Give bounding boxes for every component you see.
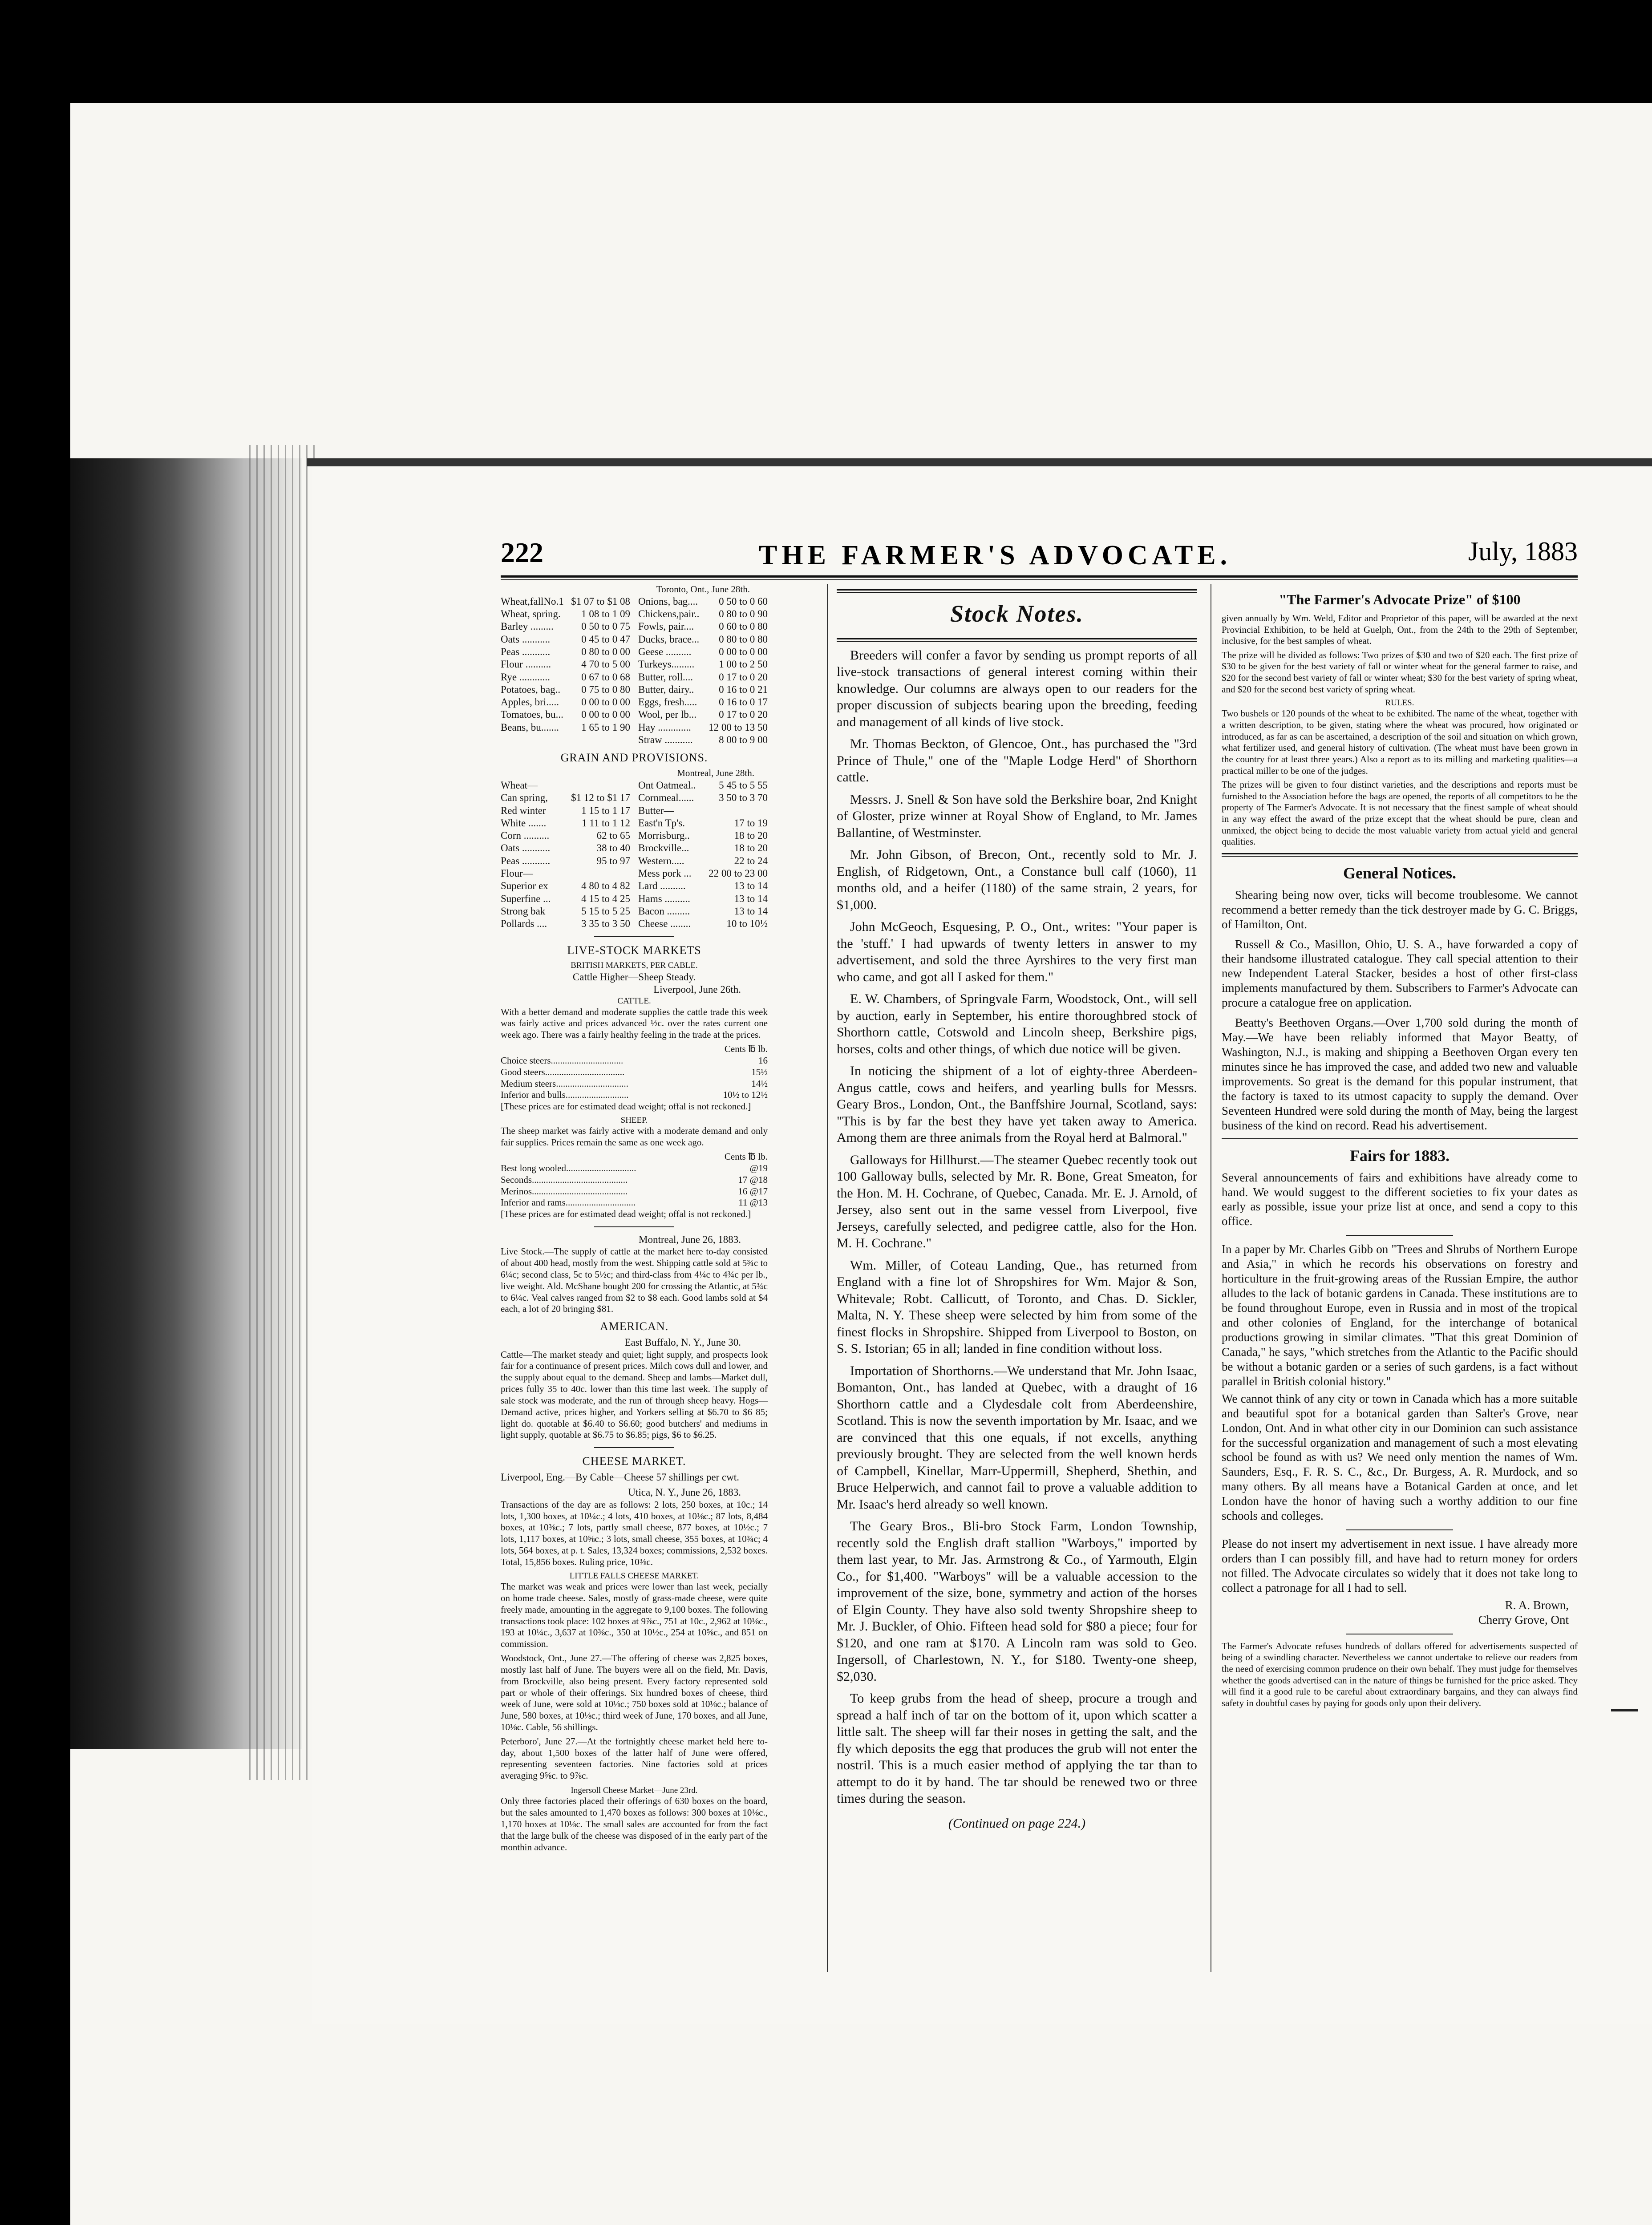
- price-row-label: Western.....: [638, 855, 684, 866]
- price-row-value: 0 45 to 0 47: [581, 633, 630, 645]
- price-row-label: Tomatoes, bu...: [501, 709, 563, 720]
- stock-note-paragraph: Mr. John Gibson, of Brecon, Ont., recently sold to Mr. J. English, of Ridgetown, Ont., a Constance bull calf (1060), 11 months old, and a heifer (1180) of the same strain, 2 years, for $1,000.: [837, 847, 1197, 912]
- price-row-value: 4 15 to 4 25: [581, 893, 630, 904]
- brown-signature-name: R. A. Brown,: [1505, 1598, 1569, 1612]
- price-row-value: $1 07 to $1 08: [571, 595, 630, 607]
- sheep-price-row-label: Seconds.........................................: [501, 1174, 628, 1185]
- cattle-price-row-value: 14½: [751, 1078, 768, 1089]
- price-row-label: Chickens,pair..: [638, 608, 700, 620]
- price-row: [501, 817, 630, 829]
- cattle-price-row-label: Medium steers...............................: [501, 1078, 628, 1089]
- price-row-value: 0 60 to 0 80: [719, 621, 768, 632]
- cattle-higher-line: Cattle Higher—Sheep Steady.: [572, 971, 696, 983]
- utica-text: Transactions of the day are as follows: 2 lots, 250 boxes, at 10c.; 14 lots, 1,300 boxes, at 10¼c.; 4 lots, 410 boxes, at 10⅛c.; 87 lots, 8,484 boxes, at 10⅜c.; 7 lots, partly small cheese, 877 boxes, at 10½c.; 7 lots, 1,117 boxes, at 10⅝c.; 3 lots, small cheese, 355 boxes, at 10¾c; 4 lots, 564 boxes, at p. t. Sales, 13,324 boxes; commissions, 2,532 boxes. Total, 15,856 boxes. Ruling price, 10⅜c.: [501, 1499, 768, 1567]
- price-row: [501, 620, 630, 633]
- price-row: [501, 608, 630, 620]
- price-row: [638, 696, 768, 708]
- price-row-label: Turkeys.........: [638, 659, 695, 670]
- cattle-price-row-value: 10½ to 12½: [723, 1089, 768, 1100]
- price-row: [501, 646, 630, 658]
- price-row: [638, 817, 768, 829]
- price-row-label: Corn ..........: [501, 830, 550, 841]
- price-row-value: 0 17 to 0 20: [719, 709, 768, 720]
- ingersoll-text: Only three factories placed their offerings of 630 boxes on the board, but the sales amounted to 1,470 boxes as follows: 300 boxes at 10⅛c., 1,170 boxes at 10⅛c. The small sales are accounted for from the fact that the large bulk of the cheese was disposed of in the early part of the monthin advance.: [501, 1796, 768, 1853]
- price-row: [638, 721, 768, 734]
- price-row-value: 0 17 to 0 20: [719, 671, 768, 683]
- price-row: [638, 646, 768, 658]
- price-row-label: Cornmeal......: [638, 792, 694, 804]
- price-row-label: Rye ............: [501, 671, 550, 683]
- price-row: [501, 671, 630, 684]
- price-row-label: Brockville...: [638, 842, 689, 854]
- price-row: [501, 905, 630, 918]
- prize-heading: "The Farmer's Advocate Prize" of $100: [1279, 591, 1521, 607]
- price-row-value: 1 65 to 1 90: [581, 721, 630, 733]
- price-row-label: Strong bak: [501, 905, 546, 917]
- stock-note-paragraph: The Geary Bros., Bli-bro Stock Farm, London Township, recently sold the English draft stallion "Warboys," imported by them last year, to Mr. Jas. Armstrong & Co., of Yarmouth, Elgin Co., for $1,400. "Warboys" will be a valuable accession to the improvement of the size, bone, symmetry and action of the horses of Elgin County. They have also sold twenty Shropshire sheep to Mr. J. Buckler, of Ohio. Fifteen head sold for $80 a piece; four for $120, and one ram at $170. A Lincoln ram was sold to Geo. Ingersoll, of Charlestown, N. Y., for $180. Twenty-one sheep, $2,030.: [837, 1519, 1197, 1684]
- price-row-label: Barley .........: [501, 621, 554, 632]
- price-row: [638, 633, 768, 646]
- cattle-price-row-label: Choice steers...............................: [501, 1055, 624, 1066]
- price-row-label: Peas ...........: [501, 646, 551, 657]
- price-row-label: Wheat, spring.: [501, 608, 561, 620]
- price-row-label: Wool, per lb...: [638, 709, 697, 720]
- price-row-value: 5 45 to 5 55: [719, 780, 768, 791]
- price-row-label: Peas ...........: [501, 855, 551, 866]
- grain-prices-right: [638, 779, 768, 930]
- price-row: [501, 658, 630, 671]
- issue-date: July, 1883: [1468, 537, 1578, 566]
- montreal-dateline: Montreal, June 28th.: [677, 768, 754, 779]
- price-row: [638, 608, 768, 620]
- little-falls-subhead: LITTLE FALLS CHEESE MARKET.: [569, 1571, 699, 1581]
- buffalo-dateline: East Buffalo, N. Y., June 30.: [624, 1337, 741, 1348]
- sheep-price-row-value: 11 @13: [738, 1197, 768, 1208]
- price-row: [638, 855, 768, 867]
- price-row-value: 0 80 to 0 80: [719, 633, 768, 645]
- section-rule: [1346, 1529, 1453, 1530]
- price-row: [501, 918, 630, 930]
- cheese-liverpool: Liverpool, Eng.—By Cable—Cheese 57 shillings per cwt.: [501, 1472, 739, 1483]
- header-rule-thin: [501, 579, 1578, 580]
- toronto-prices-right: [638, 595, 768, 746]
- price-row: [501, 684, 630, 696]
- price-row-label: Superior ex: [501, 880, 548, 892]
- price-row: [501, 829, 630, 842]
- brown-letter: Please do not insert my advertisement in next issue. I have already more orders than I can possibly fill, and have had to return money for orders not filled. The Advocate circulates so widely that it does not take long to collect a patronage for all I had to sell.: [1222, 1537, 1578, 1594]
- stock-note-paragraph: Breeders will confer a favor by sending us prompt reports of all live-stock transactions of general interest coming within their knowledge. Our columns are always open to our readers for the proper discussion of subjects bearing upon the breeding, feeding and management of all kinds of live stock.: [837, 647, 1197, 729]
- price-row-value: 17 to 19: [734, 817, 768, 829]
- stock-note-paragraph: Galloways for Hillhurst.—The steamer Quebec recently took out 100 Galloway bulls, selected by Mr. R. Bone, Great Smeaton, for the Hon. M. H. Cochrane, of Quebec, Canada. Mr. E. J. Arnold, of Jersey, also sent out in the same vessel from Liverpool, five Jerseys, carefully selected, and pedigree cattle, also for the Hon. M. H. Cochrane.": [837, 1152, 1197, 1250]
- continued-note: (Continued on page 224.): [948, 1816, 1086, 1831]
- price-row-label: Apples, bri.....: [501, 696, 559, 708]
- cattle-price-row-value: 16: [758, 1055, 768, 1066]
- price-row-value: 0 50 to 0 60: [719, 595, 768, 607]
- price-row-label: Oats ...........: [501, 633, 551, 645]
- toronto-prices-left: [501, 595, 630, 746]
- price-row-label: Butter—: [638, 805, 674, 816]
- price-row: [638, 595, 768, 608]
- price-row: [638, 792, 768, 804]
- price-row-label: Bacon .........: [638, 905, 690, 917]
- price-row-value: 0 75 to 0 80: [581, 684, 630, 695]
- price-row: [638, 905, 768, 918]
- price-row-value: [558, 779, 630, 792]
- price-row-label: Flour ..........: [501, 659, 551, 670]
- stock-note-paragraph: John McGeoch, Esquesing, P. O., Ont., writes: "Your paper is the 'stuff.' I had upwards of twenty letters in answer to my advertisement, and sold the three Ayrshires to the very first man who came, and got all I asked for them.": [837, 919, 1197, 984]
- price-row: [501, 633, 630, 646]
- price-row-value: 1 11 to 1 12: [581, 817, 630, 829]
- grain-heading: GRAIN AND PROVISIONS.: [560, 751, 708, 765]
- section-rule: [1222, 1138, 1578, 1139]
- price-row: [501, 805, 630, 817]
- stock-note-paragraph: Importation of Shorthorns.—We understand that Mr. John Isaac, Bomanton, Ont., has landed at Quebec, with a draught of 16 Shorthorn cattle and a Clydesdale colt from Aberdeenshire, Scotland. This is now the seventh importation by Mr. Isaac, and we are convinced that this one equals, if not excells, anything previously brought. They are selected from the well known herds of Campbell, Kinellar, Marr-Uppermill, Shepherd, Shethin, and Bruce Helperwich, and cannot fail to prove a valuable addition to Mr. Isaac's herd already so well known.: [837, 1363, 1197, 1512]
- double-rule: [837, 589, 1197, 593]
- montreal-livestock-text: Live Stock.—The supply of cattle at the market here to-day consisted of about 400 head, mostly from the west. Shipping cattle sold at 5¾c to 6¼c; second class, 5c to 5½c; and third-class from 4¼c to 4¾c per lb., live weight. Ald. McShane bought 200 for crossing the Atlantic, at 5¾c to 6¼c. Veal calves ranged from $2 to $8 each. Good lambs sold at $4 each, a lot of 20 bringing $81.: [501, 1246, 768, 1315]
- notices-column: [1222, 584, 1578, 1711]
- price-row-value: 0 80 to 0 00: [581, 646, 630, 657]
- price-row-label: Wheat,fallNo.1: [501, 595, 564, 607]
- price-row-label: Potatoes, bag..: [501, 684, 561, 695]
- prize-text-2: The prize will be divided as follows: Two prizes of $30 and two of $20 each. The first prize of $30 to be given for the best variety of fall or winter wheat for the general farmer to raise, and $20 for the second best variety of fall or winter wheat; $30 for the best variety of spring wheat, and $20 for the second best variety of spring wheat.: [1222, 649, 1578, 695]
- gibb-text-2: We cannot think of any city or town in Canada which has a more suitable and beautiful spot for a botanical garden than Salter's Grove, near London, Ont. And in what other city in our Dominion can such assistance for the successful organization and management of such a most elevating school be found as with us? We need only mention the names of Wm. Saunders, Esq., F. R. S. C., &c., Dr. Burgess, A. R. Murdock, and so many others. By all means have a Botanical Garden at once, and let London have the honor of having such a worthy addition to our fine schools and colleges.: [1222, 1392, 1578, 1523]
- price-row-value: 12 00 to 13 50: [709, 721, 768, 733]
- price-row-label: Butter, roll....: [638, 671, 693, 683]
- price-row-value: 13 to 14: [734, 893, 768, 904]
- general-notice-paragraph: Russell & Co., Masillon, Ohio, U. S. A., have forwarded a copy of their handsome illustrated catalogue. They call special attention to their new Independent Lateral Stacker, besides a host of other first-class implements manufactured by them. Subscribers to Farmer's Advocate can procure a catalogue free on application.: [1222, 937, 1578, 1010]
- stock-note-paragraph: E. W. Chambers, of Springvale Farm, Woodstock, Ont., will sell by auction, early in September, his entire thoroughbred stock of Shorthorn cattle, Cotswold and Lincoln sheep, Berkshire pigs, horses, colts and other things, of which due notice will be given.: [837, 991, 1197, 1056]
- price-row-value: 62 to 65: [596, 830, 630, 841]
- price-row-value: 3 50 to 3 70: [719, 792, 768, 804]
- price-row: [638, 893, 768, 905]
- page-top-edge: [307, 458, 1652, 466]
- price-row-value: 0 67 to 0 68: [581, 671, 630, 683]
- sheep-price-row: [501, 1197, 768, 1209]
- price-row-value: 0 16 to 0 21: [719, 684, 768, 695]
- cattle-price-row-label: Inferior and bulls...........................: [501, 1089, 629, 1100]
- rules-text-2: The prizes will be given to four distinct varieties, and the descriptions and reports must be furnished to the Association before the bags are opened, the reports of all competitors to be the property of The Farmer's Advocate. It is not necessary that the finest sample of wheat should in any way effect the award of the prize except that the wheat should be pure, clean and unmixed, the object being to decide the most valuable variety from actual yield and general qualities.: [1222, 779, 1578, 847]
- general-notices-heading: General Notices.: [1343, 864, 1456, 882]
- price-row: [638, 829, 768, 842]
- stock-note-paragraph: To keep grubs from the head of sheep, procure a trough and spread a half inch of tar on the bottom of it, upon which scatter a little salt. The sheep will far their noses in getting the salt, and the fly which deposits the egg that produces the grub will not enter the nostril. This is a much easier method of applying the tar than to attempt to do it by hand. The tar should be renewed two or three times during the season.: [837, 1691, 1197, 1806]
- woodstock-text: Woodstock, Ont., June 27.—The offering of cheese was 2,825 boxes, mostly last half of June. The buyers were all on the field, Mr. Davis, from Brockville, also being present. Every factory represented sold part or whole of their offerings. Six hundred boxes of cheese, third week of June, were sold at 10⅛c.; 750 boxes sold at 10⅛c.; balance of June, 580 boxes, at 10⅛c.; third week of June, 170 boxes, and all June, 10⅛c. Cable, 56 shillings.: [501, 1653, 768, 1732]
- price-row-label: Red winter: [501, 805, 546, 816]
- stock-notes-title: Stock Notes.: [950, 600, 1084, 627]
- double-rule: [837, 638, 1197, 642]
- price-row-label: Morrisburg..: [638, 830, 690, 841]
- price-row-label: White .......: [501, 817, 547, 829]
- fairs-heading: Fairs for 1883.: [1349, 1146, 1450, 1165]
- american-heading: AMERICAN.: [599, 1320, 669, 1333]
- price-row: [638, 880, 768, 892]
- montreal-dateline-2: Montreal, June 26, 1883.: [639, 1234, 741, 1246]
- ingersoll-subhead: Ingersoll Cheese Market—June 23rd.: [571, 1786, 698, 1796]
- price-row-value: 5 15 to 5 25: [581, 905, 630, 917]
- price-row: [638, 734, 768, 746]
- cattle-note: [These prices are for estimated dead weight; offal is not reckoned.]: [501, 1101, 751, 1112]
- price-row-label: Wheat—: [501, 780, 538, 791]
- brown-signature-place: Cherry Grove, Ont: [1478, 1613, 1569, 1626]
- price-row-value: 22 to 24: [734, 855, 768, 866]
- price-row-value: 0 16 to 0 17: [719, 696, 768, 708]
- cattle-price-row: [501, 1089, 768, 1101]
- grain-price-table: [501, 779, 768, 930]
- price-row-value: $1 12 to $1 17: [571, 792, 630, 804]
- price-row-value: 1 08 to 1 09: [581, 608, 630, 620]
- price-row-value: 3 35 to 3 50: [581, 918, 630, 930]
- price-row-label: Eggs, fresh.....: [638, 696, 697, 708]
- price-row-value: [695, 805, 768, 817]
- sheep-price-row-label: Inferior and rams..............................: [501, 1197, 636, 1208]
- buffalo-text: Cattle—The market steady and quiet; light supply, and prospects look fair for a continuance of present prices. Milch cows dull and lower, and the supply about equal to the demand. Sheep and lambs—Market dull, prices fully 35 to 40c. lower than this time last week. The supply of sale stock was moderate, and the run of through sheep heavy. Hogs—Demand active, prices higher, and Yorkers selling at $6.70 to $6 85; light do. quotable at $6.40 to $6.60; good butchers' and mediums in light supply, quotable at $6.75 to $6.85; pigs, $6 to $6.25.: [501, 1349, 768, 1440]
- section-rule: [1346, 1235, 1453, 1236]
- sheep-price-row-label: Merinos.........................................: [501, 1185, 628, 1197]
- column-divider: [827, 584, 828, 1972]
- price-row: [501, 880, 630, 892]
- price-row: [638, 779, 768, 792]
- price-row-label: Superfine ...: [501, 893, 551, 904]
- price-row: [638, 708, 768, 721]
- cattle-subhead: CATTLE.: [617, 996, 651, 1006]
- sheep-price-row: [501, 1174, 768, 1186]
- price-row-value: 1 15 to 1 17: [581, 805, 630, 816]
- price-row-label: Hams ..........: [638, 893, 690, 904]
- price-row-value: 13 to 14: [734, 905, 768, 917]
- price-row-label: Hay .............: [638, 721, 691, 733]
- stock-notes-column: [837, 584, 1197, 1832]
- stock-note-paragraph: Wm. Miller, of Coteau Landing, Que., has returned from England with a fine lot of Shropshires for Wm. Major & Son, Whitevale; Robt. Callicutt, of Toronto, and Chas. D. Sickler, Malta, N. Y. These sheep were selected by him from some of the finest flocks in Shropshire. Shipped from Liverpool to Boston, on S. S. Istorian; 65 in all; landed in fine condition without loss.: [837, 1258, 1197, 1356]
- price-row: [501, 595, 630, 608]
- newspaper-title: THE FARMER'S ADVOCATE.: [759, 540, 1232, 570]
- sheep-price-list: [501, 1163, 768, 1209]
- sheep-price-row-value: @19: [749, 1162, 768, 1173]
- price-row: [638, 671, 768, 684]
- peterboro-text: Peterboro', June 27.—At the fortnightly cheese market held here to-day, about 1,500 boxes of the latter half of June were offered, representing seventeen factories. Nine factories sold at prices averaging 9⅝c. to 9⅞c.: [501, 1736, 768, 1781]
- price-row: [638, 867, 768, 880]
- sheep-price-row: [501, 1163, 768, 1174]
- stock-note-paragraph: In noticing the shipment of a lot of eighty-three Aberdeen-Angus cattle, cows and heifers, and yearling bulls for Messrs. Geary Bros., London, Ont., the Banffshire Journal, Scotland, says: "This is by far the best they have yet taken away to America. Among them are three animals from the Royal herd at Balmoral.": [837, 1064, 1197, 1145]
- price-row: [501, 708, 630, 721]
- header-rule: [501, 575, 1578, 578]
- double-rule: [1222, 853, 1578, 857]
- price-row-value: 0 00 to 0 00: [581, 696, 630, 708]
- price-row-value: 8 00 to 9 00: [719, 734, 768, 745]
- price-row: [638, 658, 768, 671]
- page-stack-edges: [249, 445, 320, 1780]
- price-row-label: Beans, bu.......: [501, 721, 559, 733]
- stock-note-paragraph: Mr. Thomas Beckton, of Glencoe, Ont., has purchased the "3rd Prince of Thule," one of the "Maple Lodge Herd" of Shorthorn cattle.: [837, 736, 1197, 785]
- gibb-text: In a paper by Mr. Charles Gibb on "Trees and Shrubs of Northern Europe and Asia," in which he records his observations on forestry and horticulture in the fruit-growing areas of the Russian Empire, the author alludes to the lack of botanic gardens in Canada. These institutions are to be found throughout Europe, even in Russia and in most of the tropical and other colonies of England, for the interchange of botanical productions growing in similar climates. "That this great Dominion of Canada," he says, "which stretches from the Atlantic to the Pacific should be without a botanic garden or a series of such gardens, is a fact without parallel in British colonial history.": [1222, 1242, 1578, 1388]
- price-row-value: 18 to 20: [734, 842, 768, 854]
- price-row: [501, 721, 630, 734]
- price-row: [638, 918, 768, 930]
- price-row-value: 0 00 to 0 00: [581, 709, 630, 720]
- sheep-text: The sheep market was fairly active with a moderate demand and only fair supplies. Prices remain the same as one week ago.: [501, 1125, 768, 1148]
- grain-prices-left: [501, 779, 630, 930]
- price-row-value: 0 00 to 0 00: [719, 646, 768, 657]
- price-row-label: Straw ...........: [638, 734, 693, 745]
- price-row-label: Can spring,: [501, 792, 548, 804]
- price-row: [501, 779, 630, 792]
- rules-text: Two bushels or 120 pounds of the wheat to be exhibited. The name of the wheat, together with a written description, to be given, stating where the wheat was procured, how originated or introduced, as far as can be ascertained, a description of the soil and situation on which grown, what fertilizer used, and general history of cultivation. (The wheat must have been grown in the country for at least three years.) Also a report as to its milling and marketing qualities—a practical miller to be one of the judges.: [1222, 708, 1578, 776]
- price-row: [638, 684, 768, 696]
- general-notice-paragraph: Beatty's Beethoven Organs.—Over 1,700 sold during the month of May.—We have been reliably informed that Mayor Beatty, of Washington, N.J., is making and shipping a Beethoven Organ every ten minutes since he has improved the case, and added two new and valuable improvements. So great is the demand for this popular instrument, that the factory is taxed to its utmost capacity to supply the demand. Over Seventeen Hundred were sold during the month of May, being the largest business of the kind on record. Read his advertisement.: [1222, 1016, 1578, 1132]
- toronto-dateline: Toronto, Ont., June 28th.: [656, 584, 750, 595]
- price-row-label: Onions, bag....: [638, 595, 698, 607]
- price-row-label: Fowls, pair....: [638, 621, 694, 632]
- price-row: [501, 867, 630, 880]
- cattle-price-row-value: 15½: [751, 1066, 768, 1077]
- cents-per-lb: Cents ℔ lb.: [724, 1151, 768, 1162]
- page-header: [501, 536, 1578, 576]
- price-row-value: 38 to 40: [596, 842, 630, 854]
- little-falls-text: The market was weak and prices were lower than last week, pecially on home trade cheese. Sales, mostly of grass-made cheese, were quite freely made, amounting in the aggregate to 9,100 boxes. The following transactions took place: 102 boxes at 9⅞c., 751 at 10c., 2,962 at 10⅛c., 193 at 10¼c., 3,637 at 10⅜c., 350 at 10½c., 254 at 10⅝c., and 851 on commission.: [501, 1581, 768, 1650]
- cattle-price-row: [501, 1055, 768, 1067]
- price-row-label: Flour—: [501, 867, 533, 879]
- cheese-heading: CHEESE MARKET.: [582, 1455, 686, 1468]
- section-rule: [594, 936, 674, 937]
- price-row-value: 4 80 to 4 82: [581, 880, 630, 892]
- price-row: [638, 620, 768, 633]
- price-row: [501, 842, 630, 854]
- price-row: [501, 893, 630, 905]
- sheep-note: [These prices are for estimated dead weight; offal is not reckoned.]: [501, 1209, 751, 1220]
- price-row: [638, 842, 768, 854]
- price-row-label: Oats ...........: [501, 842, 551, 854]
- scan-mark: [1611, 1709, 1638, 1711]
- price-row: [501, 792, 630, 804]
- sheep-price-row: [501, 1186, 768, 1197]
- stock-notes-paragraphs: [837, 647, 1197, 1807]
- fairs-text: Several announcements of fairs and exhibitions have already come to hand. We would suggest to the different societies to fix your dates as early as possible, issue your prize list at once, and send a copy to this office.: [1222, 1170, 1578, 1228]
- british-markets-subhead: BRITISH MARKETS, PER CABLE.: [571, 961, 698, 971]
- price-row-label: Mess pork ...: [638, 867, 692, 879]
- price-row-value: 95 to 97: [596, 855, 630, 866]
- price-row-value: 0 80 to 0 90: [719, 608, 768, 620]
- toronto-price-table: [501, 595, 768, 746]
- cattle-price-row: [501, 1078, 768, 1090]
- sheep-price-row-value: 17 @18: [738, 1174, 768, 1185]
- price-row-label: Ont Oatmeal..: [638, 780, 696, 791]
- page-number: 222: [501, 537, 543, 568]
- price-row-value: 10 to 10½: [726, 918, 768, 930]
- sheep-price-row-label: Best long wooled..............................: [501, 1162, 636, 1173]
- cents-per-lb: Cents ℔ lb.: [724, 1044, 768, 1055]
- livestock-heading: LIVE-STOCK MARKETS: [567, 944, 701, 957]
- price-row-value: [558, 867, 630, 880]
- prize-text: given annually by Wm. Weld, Editor and Proprietor of this paper, will be awarded at the next Provincial Exhibition, to be held at Guelph, Ont., from the 24th to the 29th of September, inclusive, for the best samples of wheat.: [1222, 613, 1578, 647]
- price-row-value: 13 to 14: [734, 880, 768, 892]
- price-row-label: Cheese ........: [638, 918, 691, 930]
- cattle-text: With a better demand and moderate supplies the cattle trade this week was fairly active and prices advanced ½c. over the rates current one week ago. There was a fairly healthy feeling in the trade at the prices.: [501, 1006, 768, 1040]
- price-row: [501, 855, 630, 867]
- stock-note-paragraph: Messrs. J. Snell & Son have sold the Berkshire boar, 2nd Knight of Gloster, prize winner at Royal Show of England, to Mr. James Ballantine, of Westminster.: [837, 792, 1197, 840]
- cattle-price-row: [501, 1067, 768, 1078]
- section-rule: [594, 1226, 674, 1227]
- price-row-label: East'n Tp's.: [638, 817, 685, 829]
- general-notices-paragraphs: [1222, 888, 1578, 1133]
- markets-column: [501, 584, 768, 1856]
- sheep-subhead: SHEEP.: [620, 1116, 648, 1125]
- price-row-label: Butter, dairy..: [638, 684, 694, 695]
- utica-dateline: Utica, N. Y., June 26, 1883.: [628, 1487, 741, 1498]
- advocate-disclaimer: The Farmer's Advocate refuses hundreds of dollars offered for advertisements suspected of being of a swindling character. Nevertheless we cannot undertake to relieve our readers from the need of exercising common prudence on their own behalf. They must judge for themselves whether the goods advertised can in the nature of things be furnished for the price asked. They will find it a good rule to be careful about extraordinary bargains, and they can always find safety in doubtful cases by paying for goods only upon their delivery.: [1222, 1640, 1578, 1708]
- price-row-label: Lard ..........: [638, 880, 686, 892]
- price-row-label: Ducks, brace...: [638, 633, 700, 645]
- price-row-value: 4 70 to 5 00: [581, 659, 630, 670]
- cattle-price-list: [501, 1055, 768, 1101]
- price-row-value: 1 00 to 2 50: [719, 659, 768, 670]
- sheep-price-row-value: 16 @17: [738, 1185, 768, 1197]
- general-notice-paragraph: Shearing being now over, ticks will become troublesome. We cannot recommend a better remedy than the tick destroyer made by G. C. Briggs, of Hamilton, Ont.: [1222, 888, 1578, 931]
- price-row-label: Pollards ....: [501, 918, 547, 930]
- price-row-value: 18 to 20: [734, 830, 768, 841]
- price-row-value: 0 50 to 0 75: [581, 621, 630, 632]
- rules-subhead: RULES.: [1385, 698, 1414, 708]
- price-row-value: 22 00 to 23 00: [709, 867, 768, 879]
- price-row: [638, 805, 768, 817]
- price-row-label: Geese ..........: [638, 646, 692, 657]
- cattle-price-row-label: Good steers..................................: [501, 1066, 625, 1077]
- liverpool-dateline: Liverpool, June 26th.: [653, 983, 741, 995]
- price-row: [501, 696, 630, 708]
- section-rule: [594, 1447, 674, 1448]
